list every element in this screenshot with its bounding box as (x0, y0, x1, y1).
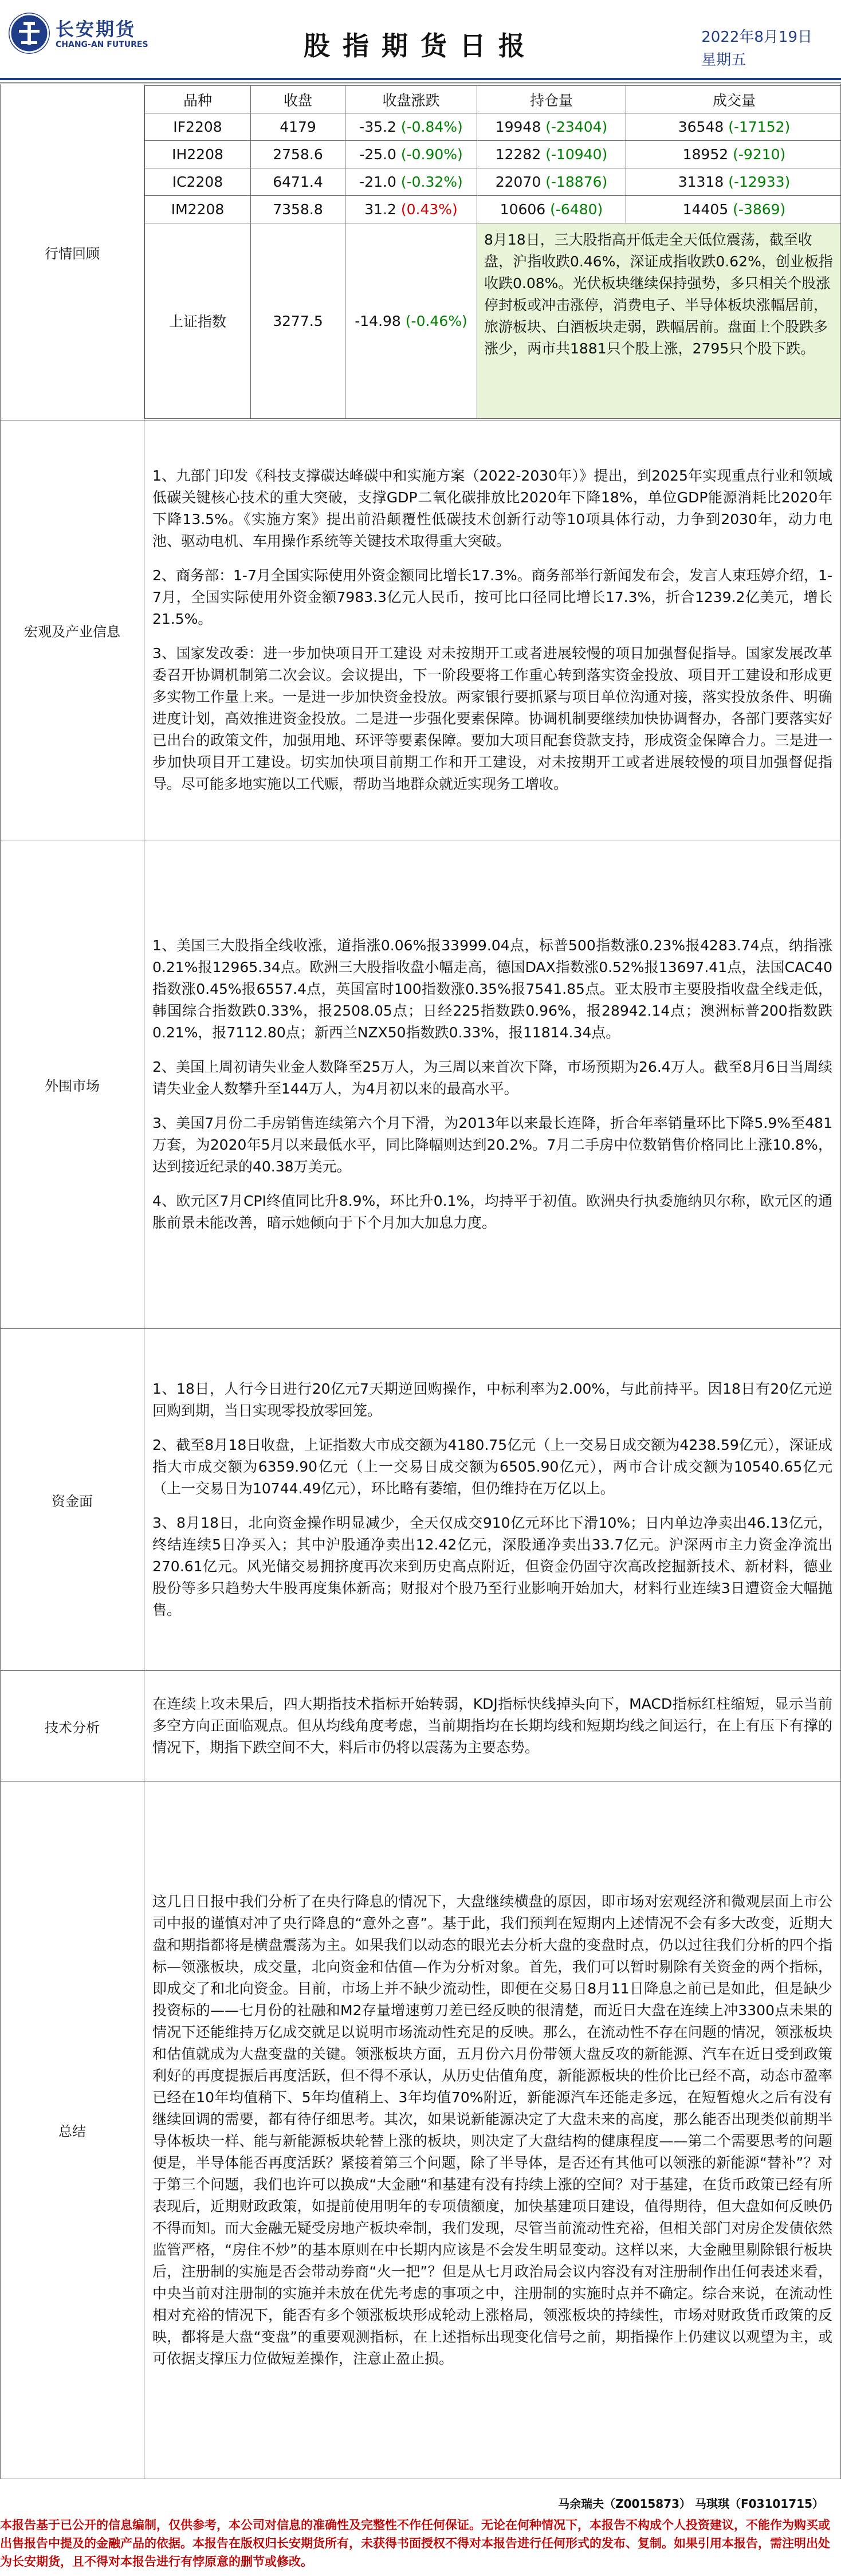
overseas-paragraph-4: 4、欧元区7月CPI终值同比升8.9%，环比升0.1%，均持平于初值。欧洲央行执委施纳贝尔称，欧元区的通胀前景未能改善，暗示她倾向于下个月加大加息力度。 (152, 1193, 832, 1231)
market-header-row (145, 86, 841, 113)
section-label-market: 行情回顾 (1, 84, 144, 420)
oi-value: 12282 (495, 146, 541, 163)
report-title: 股指期货日报 (304, 30, 537, 61)
report-header (0, 0, 841, 74)
macro-paragraph-1: 1、九部门印发《科技支撑碳达峰碳中和实施方案（2022-2030年）》提出，到2025年实现重点行业和领域低碳关键核心技术的重大突破，支撑GDP二氧化碳排放比2020年下降18%，单位GDP能源消耗比2020年下降13.5%。《实施方案》提出前沿颠覆性低碳技术创新行动等10项具体行动，力争到2030年，动力电池、驱动电机、车用操作系统等关键技术取得重大突破。 (152, 467, 832, 549)
funds-paragraph-2: 2、截至8月18日收盘，上证指数大市成交额为4180.75亿元（上一交易日成交额为4238.59亿元），深证成指大市成交额为6359.90亿元（上一交易日成交额为6505.90亿元），两市合计成交额为10540.65亿元（上一交易日为10744.49亿元），环比略有萎缩，但仍维持在万亿以上。 (152, 1437, 832, 1497)
change-pct: (-0.32%) (400, 174, 463, 190)
report-date-block (701, 26, 812, 72)
funds-section (1, 1329, 841, 1671)
change-cell (345, 168, 477, 196)
overseas-content (144, 840, 841, 1329)
oi-change: (-23404) (545, 119, 608, 135)
market-cell (144, 84, 841, 420)
volume-value: 14405 (682, 201, 729, 218)
contract-name: IH2208 (145, 141, 251, 168)
col-header-oi: 持仓量 (477, 86, 626, 113)
market-summary: 8月18日，三大股指高开低走全天低位震荡，截至收盘，沪指收跌0.46%，深证成指收跌0.62%，创业板指收跌0.08%。光伏板块继续保持强势，多只相关个股涨停封板或冲击涨停，消费电子、半导体板块涨幅居前，旅游板块、白酒板块走弱，跌幅居前。盘面上个股跌多涨少，两市共1881只个股上涨，2795只个股下跌。 (477, 223, 841, 419)
disclaimer-text: 本报告基于已公开的信息编制，仅供参考，本公司对信息的准确性及完整性不作任何保证。无论在何种情况下，本报告不构成个人投资建议，不能作为购买或出售报告中提及的金融产品的依据。本报告在版权归长安期货所有，未获得书面授权不得对本报告进行任何形式的发布、复制。如果引用本报告，需注明出处为长安期货，且不得对本报告进行有悖原意的删节或修改。 (0, 2518, 830, 2569)
oi-change: (-18876) (545, 174, 608, 190)
change-value: -25.0 (359, 146, 396, 163)
overseas-paragraph-2: 2、美国上周初请失业金人数降至25万人，为三周以来首次下降，市场预期为26.4万人。截至8月6日当周续请失业金人数攀升至144万人，为4月初以来的最高水平。 (152, 1059, 832, 1097)
change-value: -21.0 (359, 174, 396, 190)
change-pct: (-0.84%) (400, 119, 463, 135)
change-value: 31.2 (364, 201, 396, 218)
change-cell (345, 113, 477, 141)
col-header-contract: 品种 (145, 86, 251, 113)
macro-paragraph-2: 2、商务部：1-7月全国实际使用外资金额同比增长17.3%。商务部举行新闻发布会，发言人束珏婷介绍，1-7月，全国实际使用外资金额7983.3亿元人民币，按可比口径同比增长17.3%，折合1239.2亿美元，增长21.5%。 (152, 567, 832, 627)
oi-cell (477, 113, 626, 141)
oi-value: 10606 (500, 201, 546, 218)
macro-section (1, 420, 841, 840)
volume-cell (626, 113, 841, 141)
col-header-close: 收盘 (251, 86, 345, 113)
oi-value: 22070 (495, 174, 541, 190)
volume-cell (626, 196, 841, 223)
sh-index-name: 上证指数 (145, 223, 251, 419)
oi-change: (-10940) (545, 146, 608, 163)
report-date: 2022年8月19日 (701, 29, 812, 46)
oi-cell (477, 141, 626, 168)
table-row (145, 196, 841, 223)
funds-paragraph-3: 3、8月18日，北向资金操作明显减少，全天仅成交910亿元环比下滑10%；日内单边净卖出46.13亿元，终结连续5日净买入；其中沪股通净卖出12.42亿元，深股通净卖出33.7亿元。沪深两市主力资金净流出270.61亿元。风光储交易拥挤度再次来到历史高点附近，但资金仍固守次高改挖掘新技术、新材料，德业股份等多只趋势大牛股再度集体新高；财报对个股乃至行业影响开始加大，材料行业连续3日遭资金大幅抛售。 (152, 1515, 832, 1618)
technical-section (1, 1671, 841, 1781)
close-value: 2758.6 (251, 141, 345, 168)
sh-index-close: 3277.5 (251, 223, 345, 419)
funds-content (144, 1329, 841, 1671)
oi-change: (-6480) (550, 201, 603, 218)
change-cell (345, 141, 477, 168)
change-pct: (0.43%) (400, 201, 458, 218)
volume-change: (-17152) (728, 119, 791, 135)
sh-index-change-cell (345, 223, 477, 419)
report-weekday: 星期五 (701, 52, 746, 69)
logo-company-en: CHANG-AN FUTURES (56, 40, 148, 49)
table-row (145, 168, 841, 196)
macro-content (144, 420, 841, 840)
volume-value: 31318 (678, 174, 724, 190)
header-divider-thick (0, 78, 841, 80)
market-section (1, 84, 841, 420)
volume-value: 36548 (678, 119, 724, 135)
volume-change: (-9210) (733, 146, 786, 163)
contract-name: IF2208 (145, 113, 251, 141)
volume-value: 18952 (682, 146, 729, 163)
oi-cell (477, 168, 626, 196)
macro-paragraph-3: 3、国家发改委：进一步加快项目开工建设 对未按期开工或者进展较慢的项目加强督促指导。国家发展改革委召开协调机制第二次会议。会议提出，下一阶段要将工作重心转到落实资金投放、项目开工建设和形成更多实物工作量上来。一是进一步加快资金投放。两家银行要抓紧与项目单位沟通对接，落实投放条件、明确进度计划，高效推进资金投放。二是进一步强化要素保障。协调机制要继续加快协调督办，各部门要落实好已出台的政策文件，加强用地、环评等要素保障。要加大项目配套贷款支持，形成资金保障合力。三是进一步加快项目开工建设。切实加快项目前期工作和开工建设，对未按期开工或者进展较慢的项目加强督促指导。尽可能多地实施以工代赈，帮助当地群众就近实现务工增收。 (152, 645, 832, 792)
conclusion-section (1, 1781, 841, 2479)
market-table (144, 85, 841, 419)
table-row (145, 113, 841, 141)
volume-cell (626, 141, 841, 168)
sh-index-change: -14.98 (355, 312, 401, 329)
overseas-paragraph-3: 3、美国7月份二手房销售连续第六个月下滑，为2013年以来最长连降，折合年率销量环比下降5.9%至481万套，为2020年5月以来最低水平，同比降幅则达到20.2%。7月二手房中位数销售价格同比上涨10.8%，达到接近纪录的40.38万美元。 (152, 1115, 832, 1175)
contract-name: IC2208 (145, 168, 251, 196)
funds-paragraph-1: 1、18日，人行今日进行20亿元7天期逆回购操作，中标利率为2.00%，与此前持平。因18日有20亿元逆回购到期，当日实现零投放零回笼。 (152, 1381, 832, 1419)
col-header-change: 收盘涨跌 (345, 86, 477, 113)
change-cell (345, 196, 477, 223)
close-value: 6471.4 (251, 168, 345, 196)
logo-company-cn: 长安期货 (56, 18, 136, 40)
volume-cell (626, 168, 841, 196)
change-pct: (-0.90%) (400, 146, 463, 163)
overseas-paragraph-1: 1、美国三大股指全线收涨，道指涨0.06%报33999.04点，标普500指数涨0.23%报4283.74点，纳指涨0.21%报12965.34点。欧洲三大股指收盘小幅走高，德国DAX指数涨0.52%报13697.41点，法国CAC40指数涨0.45%报6557.4点，英国富时100指数涨0.35%报7541.85点。亚太股市主要股指收盘全线走低，韩国综合指数跌0.33%，报2508.05点；日经225指数跌0.96%，报28942.14点；澳洲标普200指数跌0.21%，报7112.80点；新西兰NZX50指数跌0.33%，报11814.34点。 (152, 937, 832, 1041)
volume-change: (-12933) (728, 174, 791, 190)
oi-value: 19948 (495, 119, 541, 135)
contract-name: IM2208 (145, 196, 251, 223)
oi-cell (477, 196, 626, 223)
close-value: 7358.8 (251, 196, 345, 223)
overseas-section (1, 840, 841, 1329)
conclusion-content: 这几日日报中我们分析了在央行降息的情况下，大盘继续横盘的原因，即市场对宏观经济和微观层面上市公司中报的谨慎对冲了央行降息的“意外之喜”。基于此，我们预判在短期内上述情况不会有多大改变，近期大盘和期指都将是横盘震荡为主。如果我们以动态的眼光去分析大盘的变盘时点，仍以过往我们分析的四个指标—领涨板块，成交量，北向资金和估值—作为分析对象。首先，我们可以暂时剔除有关资金的两个指标，即成交了和北向资金。目前，市场上并不缺少流动性，即便在交易日8月11日降息之前已是如此，但是缺少投资标的——七月份的社融和M2存量增速剪刀差已经反映的很清楚，而近日大盘在连续上冲3300点未果的情况下还能维持万亿成交就足以说明市场流动性充足的反映。那么，在流动性不存在问题的情况，领涨板块和估值就成为大盘变盘的关键。领涨板块方面，五月份六月份带领大盘反攻的新能源、汽车在近日受到政策利好的再度提振后再度活跃，但不得不承认，从历史估值角度，新能源板块的性价比已经不高，动态市盈率已经在10年均值稍下、5年均值稍上、3年均值70%附近，新能源汽车还能走多远，在短暂熄火之后有没有继续回调的需要，都有待仔细思考。其次，如果说新能源决定了大盘未来的高度，那么能否出现类似前期半导体板块一样、能与新能源板块轮替上涨的板块，则决定了大盘结构的健康程度——第二个需要思考的问题便是，半导体能否再度活跃？紧接着第三个问题，除了半导体，是否还有其他可以领涨的新能源“替补”？对于第三个问题，我们也许可以换成“大金融“和基建有没有持续上涨的空间？对于基建，在货币政策已经有所表现后，近期财政政策，如提前使用明年的专项债额度，加快基建项目建设，值得期待，但大盘如何反映仍不得而知。而大金融无疑受房地产板块牵制，我们发现，尽管当前流动性充裕，但相关部门对房企发债依然监管严格，“房住不炒”的基本原则在中长期内应该是不会发生明显变动。这样以来，大金融里剔除银行板块后，注册制的实施是否会带动券商“火一把”？但是从七月政治局会议内容没有对注册制作出任何表述来看，中央当前对注册制的实施并未放在优先考虑的事项之中，注册制的实施时点并不确定。综合来说，在流动性相对充裕的情况下，能否有多个领涨板块形成轮动上涨格局，领涨板块的持续性，市场对财政货币政策的反映，都将是大盘“变盘”的重要观测指标，在上述指标出现变化信号之前，期指操作上仍建议以观望为主，或可依据支撑压力位做短差操作，注意止盈止损。 (144, 1781, 841, 2479)
sh-index-row (145, 223, 841, 419)
close-value: 4179 (251, 113, 345, 141)
volume-change: (-3869) (733, 201, 786, 218)
section-label-technical: 技术分析 (1, 1671, 144, 1781)
col-header-volume: 成交量 (626, 86, 841, 113)
sh-index-pct: (-0.46%) (405, 312, 467, 329)
section-label-conclusion: 总结 (1, 1781, 144, 2479)
section-label-macro: 宏观及产业信息 (1, 420, 144, 840)
section-label-funds: 资金面 (1, 1329, 144, 1671)
section-label-overseas: 外围市场 (1, 840, 144, 1329)
change-value: -35.2 (359, 119, 396, 135)
table-row (145, 141, 841, 168)
analyst-signature: 马余瑞夫（Z0015873） 马琪琪（F03101715） (558, 2497, 824, 2511)
technical-content: 在连续上攻未果后，四大期指技术指标开始转弱，KDJ指标快线掉头向下，MACD指标红柱缩短，显示当前多空方向正面临观点。但从均线角度考虑，当前期指均在长期均线和短期均线之间运行，在上有压下有撑的情况下，期指下跌空间不大，料后市仍将以震荡为主要态势。 (144, 1671, 841, 1781)
report-table (0, 84, 841, 2479)
